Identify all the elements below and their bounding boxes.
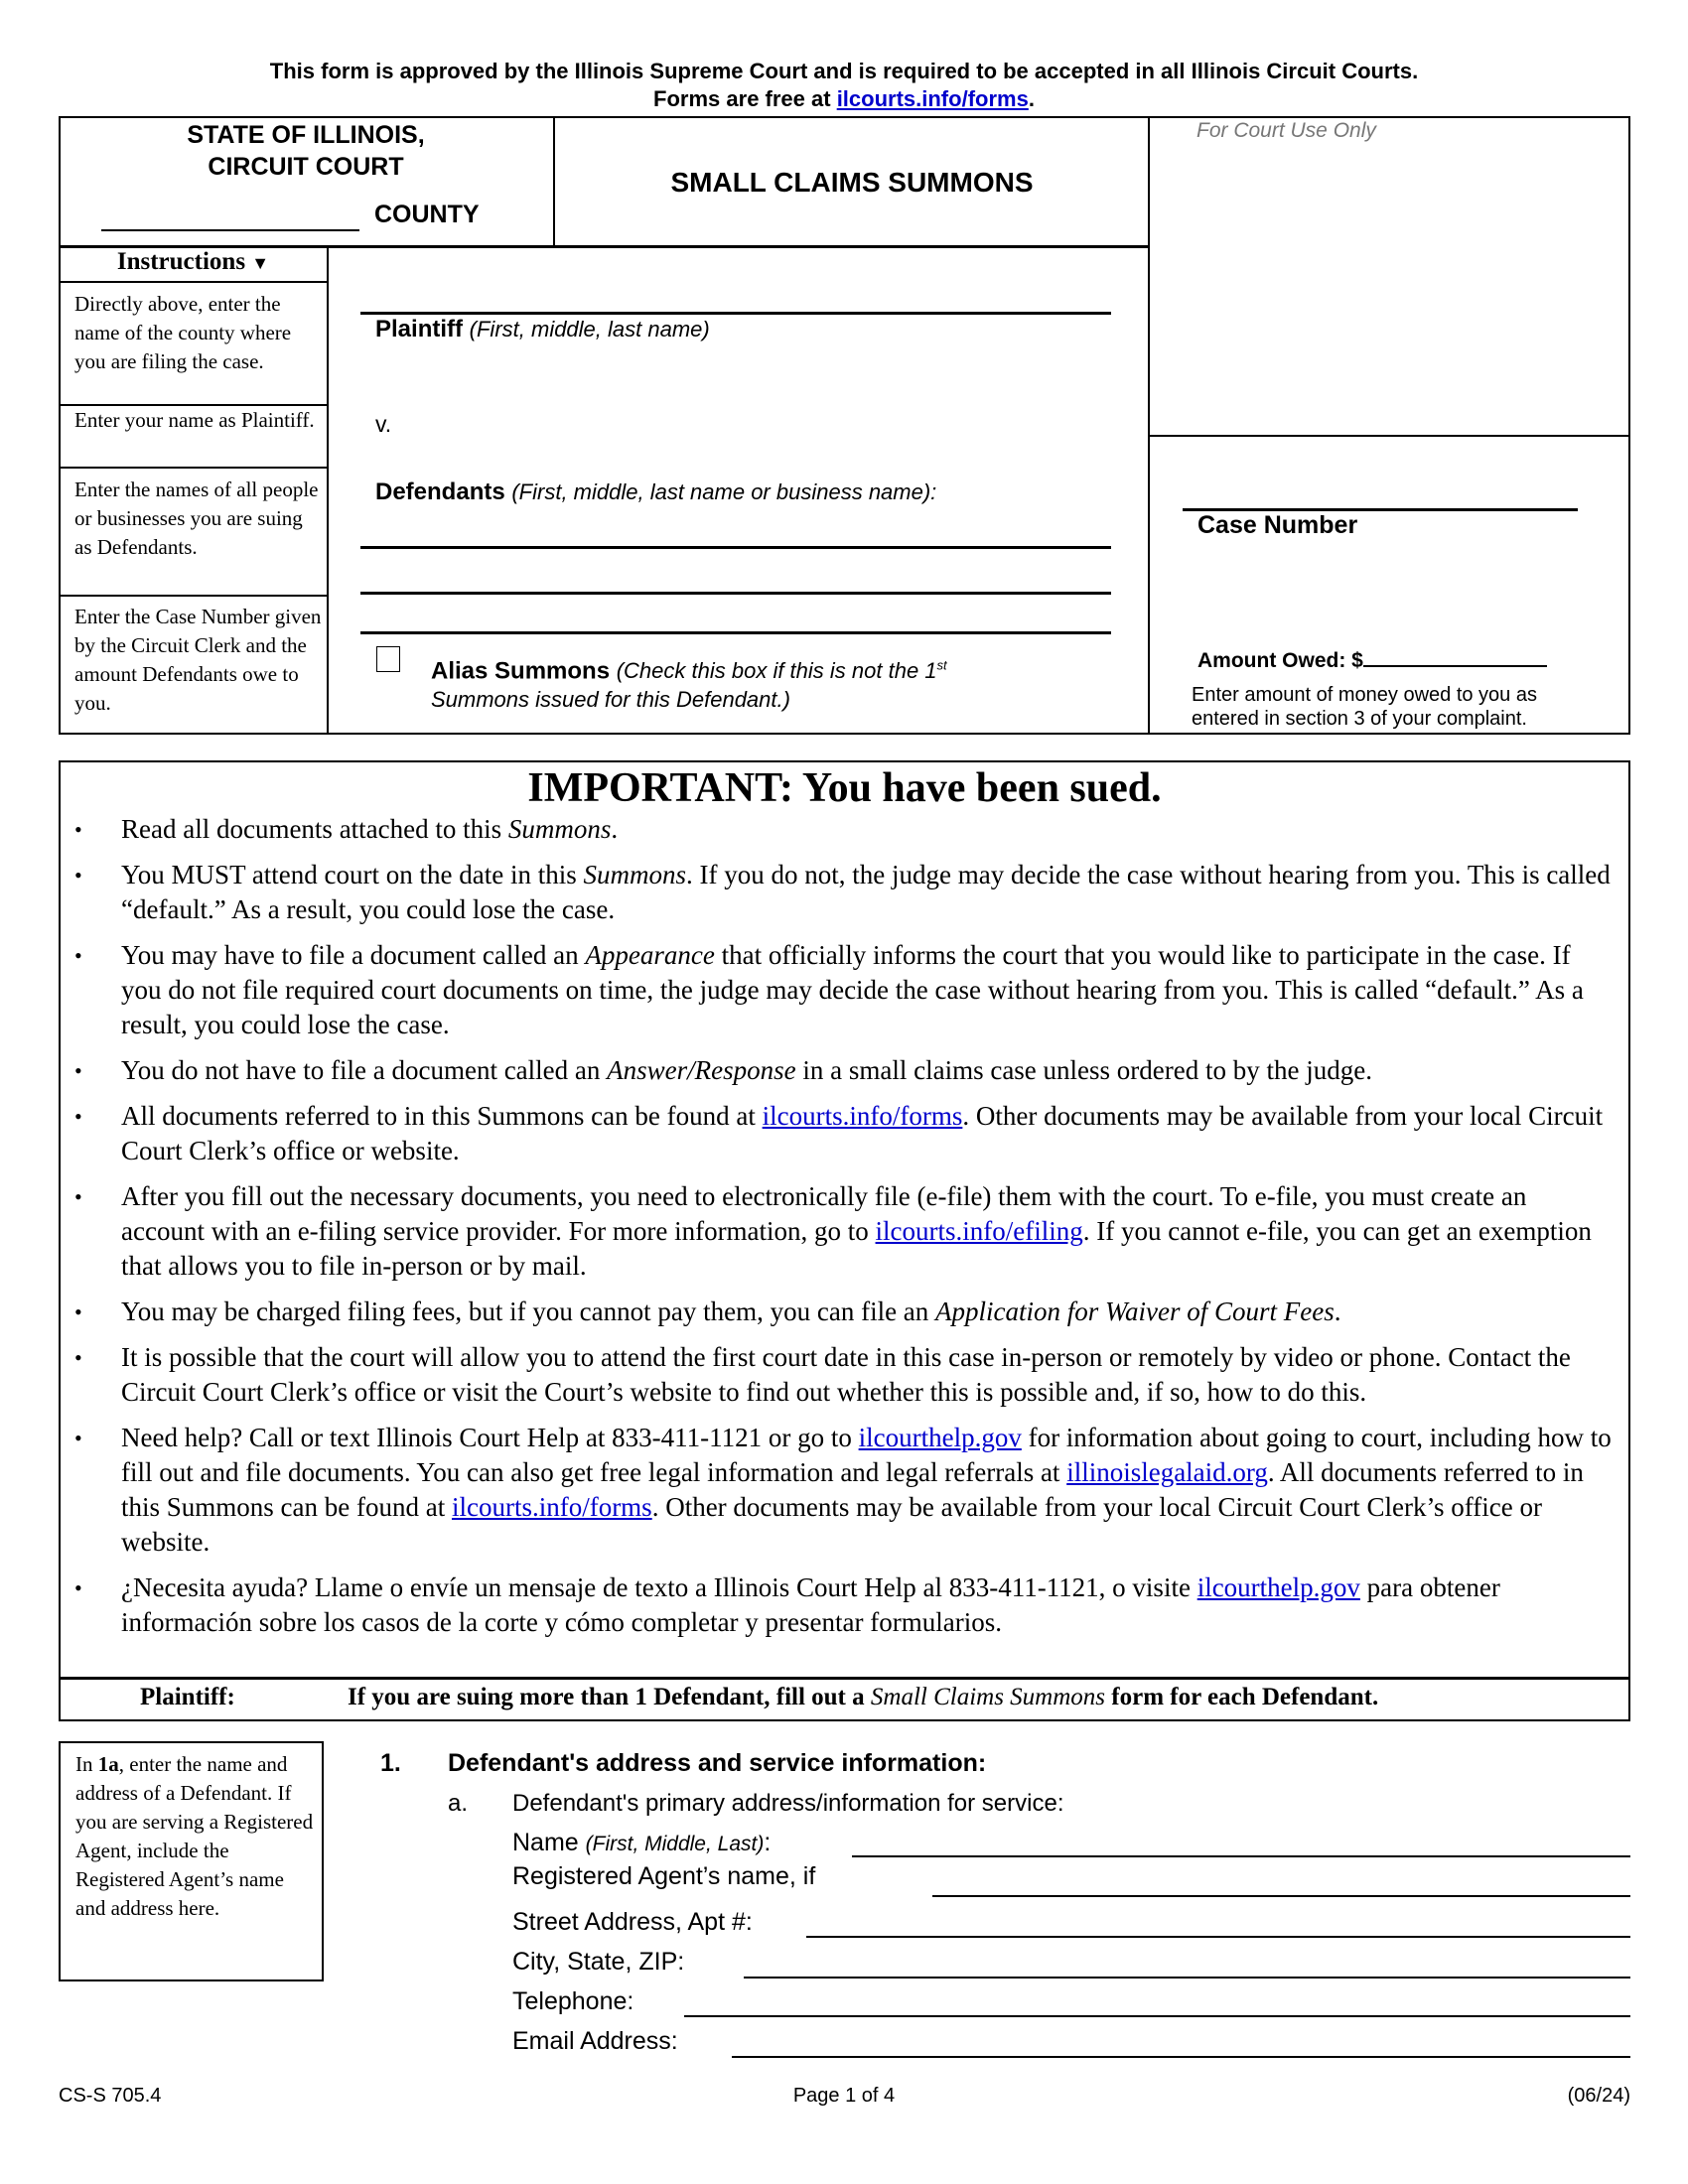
section1a-letter: a.: [448, 1790, 469, 1817]
bullet-icon: •: [74, 1058, 82, 1083]
bullet-text: for information about going to court, including how to fill out and file documents. You can also get free legal information and legal referrals at: [121, 1423, 1612, 1487]
telephone-label: Telephone:: [512, 1987, 634, 2015]
bullet-link[interactable]: ilcourthelp.gov: [1196, 1572, 1360, 1602]
section1-number: 1.: [380, 1749, 401, 1777]
email-address-input[interactable]: [732, 2056, 1630, 2058]
form-version: (06/24): [1567, 2085, 1630, 2107]
defendant-input-3[interactable]: [360, 606, 1111, 634]
plaintiff-label: [375, 316, 710, 343]
case-number-label: Case Number: [1197, 511, 1358, 539]
alias-hint: [617, 658, 947, 683]
bullet-icon: •: [74, 943, 82, 968]
city-state-zip-input[interactable]: [744, 1977, 1630, 1979]
important-bullet: [70, 812, 1614, 847]
important-bullet: [70, 1295, 1614, 1329]
instruction-county: Directly above, enter the name of the county where you are filing the case.: [74, 292, 292, 373]
bullet-text: . Other documents may be available from your local Circuit Court Clerk’s office or website.: [121, 1492, 1542, 1557]
bullet-italic-text: Summons: [583, 860, 687, 889]
bullet-link[interactable]: illinoislegalaid.org: [1066, 1457, 1268, 1487]
important-bullet-list: [70, 812, 1614, 1651]
section1-side-note: [75, 1750, 314, 1923]
court-line2: CIRCUIT COURT: [208, 153, 404, 181]
bullet-link[interactable]: ilcourts.info/efiling: [875, 1216, 1083, 1246]
defendant-input-2[interactable]: [360, 566, 1111, 595]
section1a-title: Defendant's primary address/information for service:: [512, 1790, 1064, 1817]
approval-notice-line2: [0, 85, 1688, 113]
important-bullet: [70, 1053, 1614, 1088]
plaintiff-note-label: Plaintiff:: [140, 1684, 235, 1710]
side-note-suffix: , enter the name and address of a Defendant. If you are serving a Registered Agent, include the Registered Agent’s name and address here.: [75, 1752, 314, 1920]
plaintiff-note-text: [348, 1684, 1378, 1711]
period: .: [1028, 86, 1035, 111]
plaintiff-note-suffix: form for each Defendant.: [1105, 1684, 1379, 1710]
county-input[interactable]: [101, 205, 359, 231]
bullet-icon: •: [74, 863, 82, 887]
bullet-text: . If you do not, the judge may decide the case without hearing from you. This is called “default.” As a result, you could lose the case.: [121, 860, 1611, 924]
bullet-text: .: [611, 814, 619, 844]
plaintiff-label-text: Plaintiff: [375, 316, 463, 342]
court-line1: STATE OF ILLINOIS,: [187, 121, 425, 149]
amount-owed-hint: Enter amount of money owed to you as entered in section 3 of your complaint.: [1192, 684, 1537, 730]
bullet-italic-text: Answer/Response: [607, 1055, 796, 1085]
forms-free-text: Forms are free at: [653, 86, 837, 111]
city-state-zip-label: City, State, ZIP:: [512, 1948, 685, 1976]
telephone-input[interactable]: [684, 2015, 1630, 2017]
bullet-text: It is possible that the court will allow you to attend the first court date in this case in-person or remotely by video or phone. Contact the Circuit Court Clerk’s office or visit the Court’s website to find out whether this is possible and, if so, how to do this.: [121, 1342, 1571, 1407]
amount-owed-label-text: Amount Owed: $: [1197, 649, 1363, 672]
case-number-input[interactable]: [1183, 482, 1578, 511]
versus-label: v.: [375, 411, 392, 437]
side-note-bold: 1a: [97, 1752, 119, 1776]
alias-summons-checkbox[interactable]: [376, 646, 400, 672]
approval-notice-line1: This form is approved by the Illinois Supreme Court and is required to be accepted in all Illinois Circuit Courts.: [269, 59, 1419, 83]
defendant-input-1[interactable]: [360, 520, 1111, 549]
bullet-text: You do not have to file a document called an: [121, 1055, 608, 1085]
court-use-label: For Court Use Only: [1196, 119, 1376, 142]
defendants-hint: (First, middle, last name or business name):: [511, 479, 937, 504]
bullet-text: in a small claims case unless ordered to by the judge.: [795, 1055, 1372, 1085]
bullet-icon: •: [74, 1345, 82, 1370]
bullet-icon: •: [74, 1299, 82, 1324]
bullet-italic-text: Application for Waiver of Court Fees: [935, 1297, 1335, 1326]
ilcourts-forms-link[interactable]: ilcourts.info/forms: [836, 86, 1029, 111]
county-label: COUNTY: [374, 201, 480, 228]
bullet-text: Need help? Call or text Illinois Court Help at 833-411-1121 or go to: [121, 1423, 859, 1452]
street-address-label: Street Address, Apt #:: [512, 1908, 753, 1936]
triangle-down-icon: ▼: [251, 253, 270, 273]
divider: [1149, 435, 1630, 437]
plaintiff-hint: (First, middle, last name): [469, 317, 710, 341]
bullet-text: that officially informs the court that you would like to participate in the case. If you do not file required court documents on time, the judge may decide the case without hearing from you. This is called “default.” As a result, you could lose the case.: [121, 940, 1584, 1039]
defendant-name-label: [512, 1829, 771, 1857]
important-bullet: [70, 1570, 1614, 1640]
bullet-text: Read all documents attached to this: [121, 814, 508, 844]
bullet-icon: •: [74, 817, 82, 842]
form-title: SMALL CLAIMS SUMMONS: [670, 167, 1034, 198]
important-bullet: [70, 1421, 1614, 1560]
bullet-text: ¿Necesita ayuda? Llame o envíe un mensaje de texto a Illinois Court Help al 833-411-1121, o visite: [121, 1572, 1197, 1602]
bullet-text: . All documents referred to in this Summons can be found at: [121, 1457, 1584, 1522]
approval-notice: [0, 58, 1688, 113]
alias-summons-label: [431, 651, 947, 714]
bullet-text: All documents referred to in this Summons can be found at: [121, 1101, 763, 1131]
court-name: [59, 119, 553, 183]
registered-agent-label: Registered Agent’s name, if: [512, 1862, 816, 1890]
important-bullet: [70, 1340, 1614, 1410]
alias-hint-part1: (Check this box if this is not the 1: [616, 658, 937, 684]
bullet-text: You MUST attend court on the date in this: [121, 860, 584, 889]
bullet-italic-text: Summons: [507, 814, 612, 844]
plaintiff-note-italic: Small Claims Summons: [870, 1684, 1106, 1710]
bullet-icon: •: [74, 1575, 82, 1600]
bullet-text: You may have to file a document called an: [121, 940, 586, 970]
bullet-text: . Other documents may be available from your local Circuit Court Clerk’s office or website.: [121, 1101, 1604, 1165]
bullet-italic-text: Appearance: [585, 940, 715, 970]
important-title: IMPORTANT: You have been sued.: [527, 765, 1162, 811]
divider: [59, 281, 328, 283]
important-bullet: [70, 1099, 1614, 1168]
divider: [59, 1677, 1630, 1680]
form-code: CS-S 705.4: [59, 2085, 162, 2107]
bullet-icon: •: [74, 1104, 82, 1129]
section1-title: Defendant's address and service information:: [448, 1749, 987, 1777]
defendants-label: [375, 478, 936, 506]
bullet-text: .: [1334, 1297, 1341, 1326]
amount-owed-label: [1197, 647, 1547, 673]
plaintiff-input[interactable]: [360, 284, 1111, 315]
divider: [327, 247, 329, 735]
divider: [1148, 116, 1150, 735]
instructions-label: Instructions: [116, 248, 246, 275]
page-number: Page 1 of 4: [792, 2085, 896, 2107]
email-address-label: Email Address:: [512, 2027, 678, 2055]
bullet-link[interactable]: ilcourts.info/forms: [762, 1101, 963, 1131]
divider: [59, 467, 328, 469]
bullet-text: You may be charged filing fees, but if you cannot pay them, you can file an: [121, 1297, 936, 1326]
name-suffix: :: [764, 1829, 772, 1856]
bullet-link[interactable]: ilcourthelp.gov: [858, 1423, 1022, 1452]
important-bullet: [70, 1179, 1614, 1284]
alias-label-text: Alias Summons: [431, 657, 611, 685]
name-hint: (First, Middle, Last): [585, 1833, 765, 1855]
instructions-header: [59, 248, 328, 276]
registered-agent-input[interactable]: [932, 1895, 1630, 1897]
street-address-input[interactable]: [806, 1936, 1630, 1938]
side-note-prefix: In: [75, 1752, 98, 1776]
amount-owed-input[interactable]: [1363, 647, 1547, 667]
bullet-text: . If you cannot e-file, you can get an exemption that allows you to file in-person or by mail.: [121, 1216, 1592, 1281]
defendants-label-text: Defendants: [375, 478, 505, 505]
name-label: Name: [512, 1829, 586, 1856]
plaintiff-note: [140, 1684, 235, 1711]
bullet-text: After you fill out the necessary documents, you need to electronically file (e-file) them with the court. To e-file, you must create an account with an e-filing service provider. For more information, go to: [121, 1181, 1527, 1246]
plaintiff-note-prefix: If you are suing more than 1 Defendant, fill out a: [348, 1684, 871, 1710]
important-bullet: [70, 858, 1614, 927]
important-bullet: [70, 938, 1614, 1042]
instruction-plaintiff: Enter your name as Plaintiff.: [74, 408, 315, 432]
instruction-case-number: Enter the Case Number given by the Circuit Clerk and the amount Defendants owe to you.: [74, 605, 322, 715]
bullet-text: para obtener información sobre los casos de la corte y cómo completar y presentar formularios.: [121, 1572, 1500, 1637]
defendant-name-input[interactable]: [852, 1855, 1630, 1857]
bullet-link[interactable]: ilcourts.info/forms: [451, 1492, 652, 1522]
bullet-icon: •: [74, 1184, 82, 1209]
alias-hint-sup: st: [936, 658, 947, 673]
divider: [59, 595, 328, 597]
alias-hint-part2: Summons issued for this Defendant.): [431, 687, 790, 713]
bullet-icon: •: [74, 1426, 82, 1450]
instruction-defendants: Enter the names of all people or businesses you are suing as Defendants.: [74, 478, 319, 559]
